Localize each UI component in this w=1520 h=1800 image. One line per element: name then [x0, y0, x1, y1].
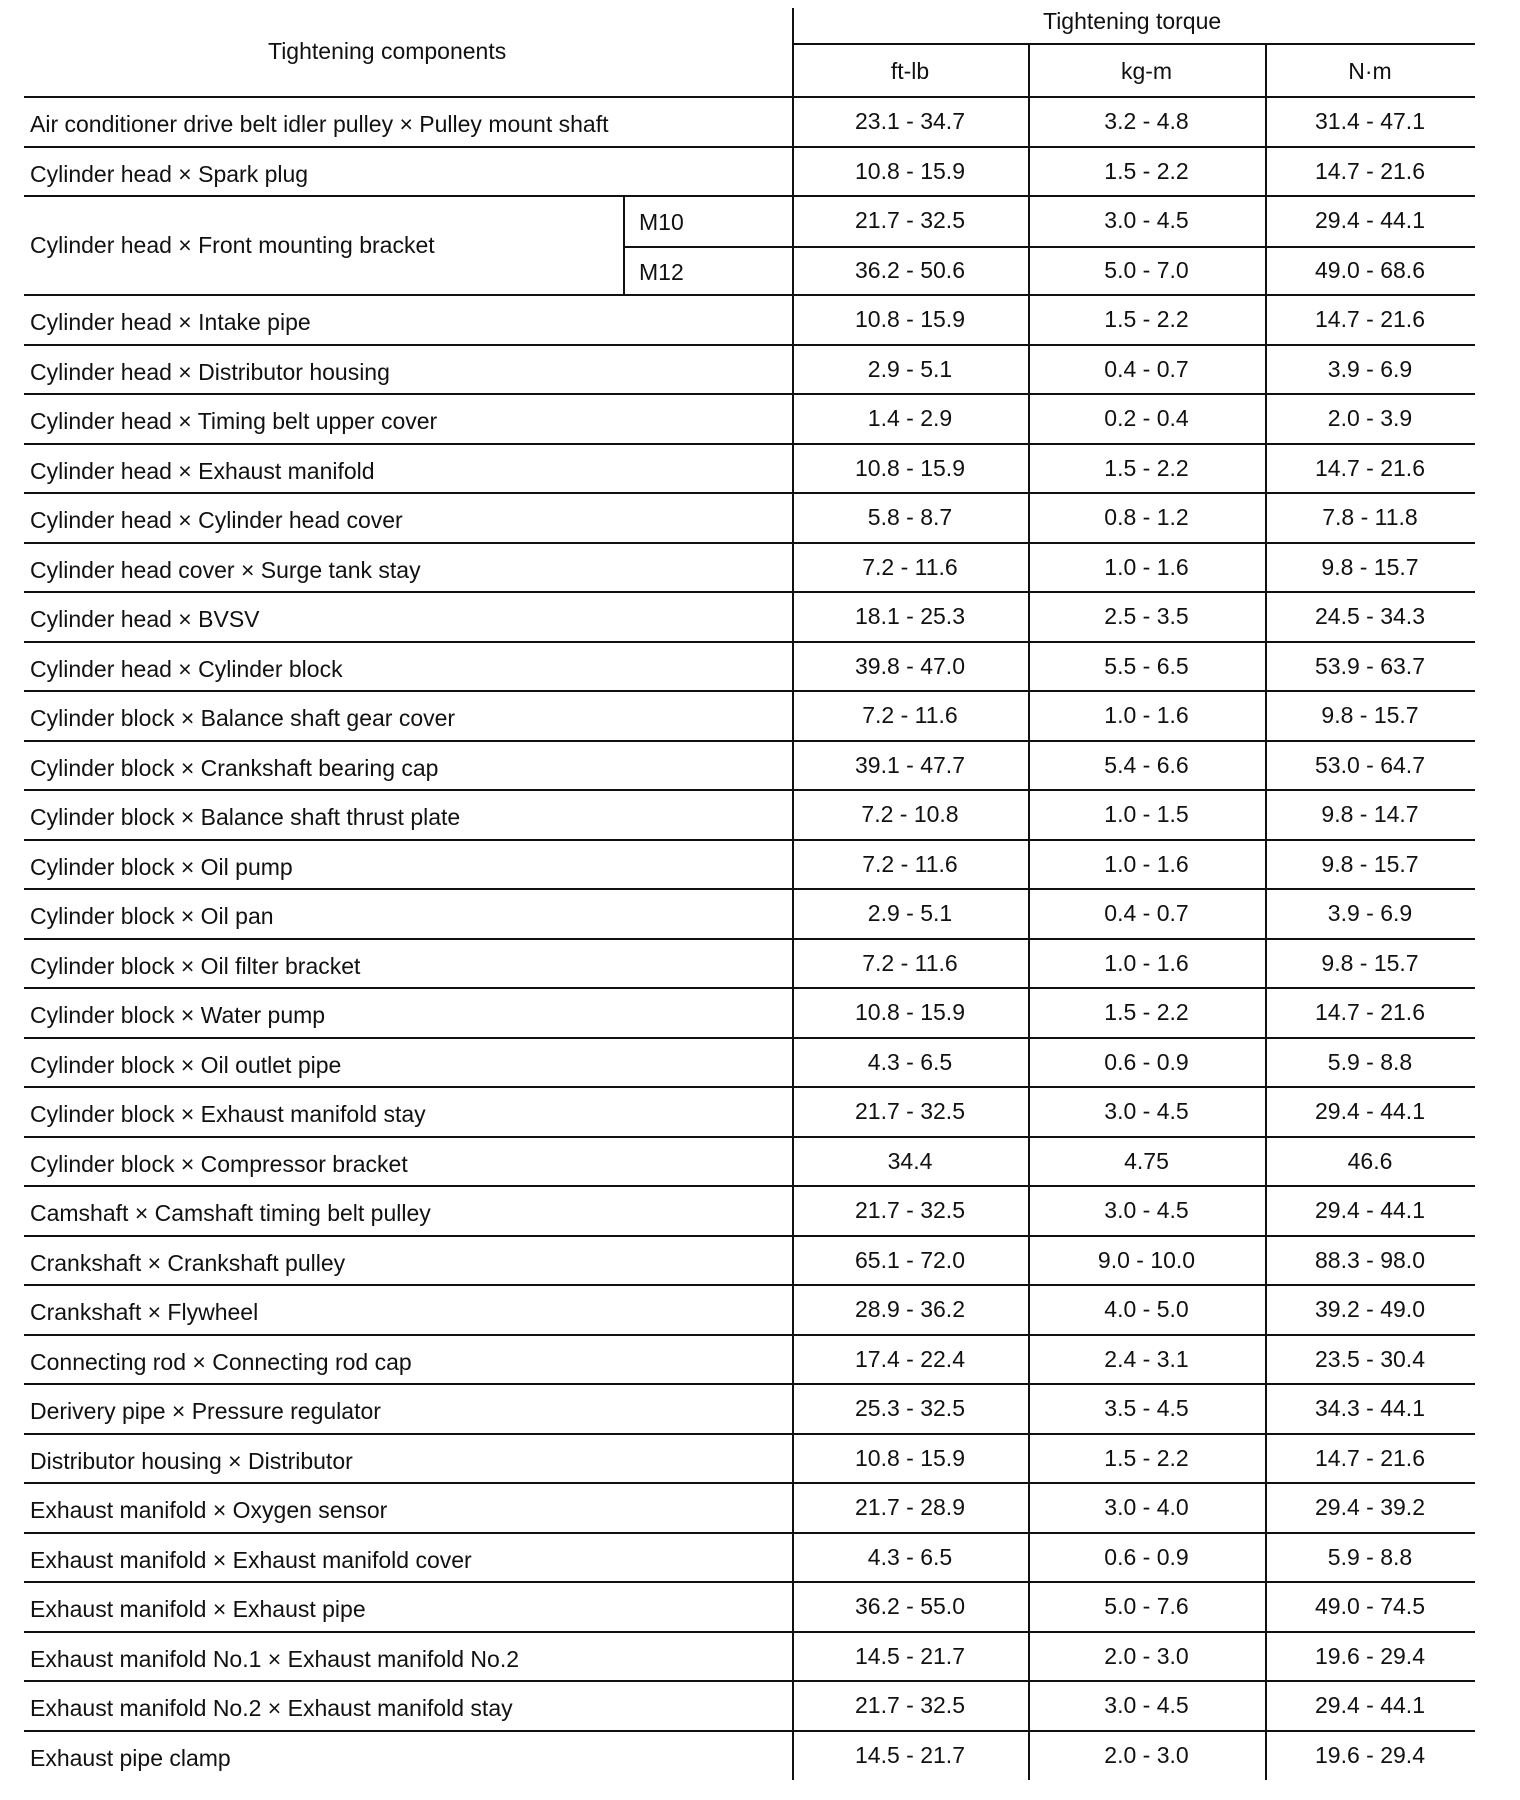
row-rule — [792, 43, 1475, 45]
component-label: Distributor housing × Distributor — [30, 1447, 353, 1474]
column-rule — [792, 642, 794, 692]
column-rule — [792, 97, 794, 147]
column-rule — [792, 1335, 794, 1385]
column-rule — [1265, 691, 1267, 741]
column-rule — [1265, 1285, 1267, 1335]
value-nm: 5.9 - 8.8 — [1327, 1048, 1413, 1075]
component-label: Cylinder block × Oil filter bracket — [30, 952, 361, 979]
column-rule — [1265, 840, 1267, 890]
column-rule — [792, 1236, 794, 1286]
value-nm: 49.0 - 68.6 — [1315, 256, 1425, 283]
row-rule — [24, 1235, 1475, 1237]
column-rule — [1028, 642, 1030, 692]
column-rule — [1265, 889, 1267, 939]
components-header: Tightening components — [268, 38, 507, 64]
value-ftlb: 65.1 - 72.0 — [855, 1246, 965, 1273]
column-rule — [792, 1483, 794, 1533]
component-label: Cylinder block × Oil pump — [30, 853, 293, 880]
value-ftlb: 2.9 - 5.1 — [867, 355, 953, 382]
value-nm: 9.8 - 14.7 — [1321, 801, 1419, 827]
row-rule — [24, 1086, 1475, 1088]
value-kgm: 1.5 - 2.2 — [1104, 306, 1189, 332]
value-ftlb: 4.3 - 6.5 — [867, 1048, 953, 1075]
column-rule — [792, 840, 794, 890]
column-rule — [1028, 1582, 1030, 1632]
column-rule — [1028, 790, 1030, 840]
component-label: Cylinder block × Compressor bracket — [30, 1150, 408, 1177]
value-kgm: 1.5 - 2.2 — [1104, 999, 1189, 1025]
torque-header: Tightening torque — [1043, 8, 1222, 34]
row-rule — [24, 1334, 1475, 1336]
row-rule — [24, 1532, 1475, 1534]
value-ftlb: 21.7 - 28.9 — [855, 1494, 965, 1520]
value-ftlb: 2.9 - 5.1 — [867, 900, 953, 926]
value-nm: 29.4 - 44.1 — [1315, 1197, 1425, 1223]
component-label: Camshaft × Camshaft timing belt pulley — [30, 1200, 431, 1226]
value-kgm: 0.8 - 1.2 — [1104, 504, 1189, 530]
value-nm: 14.7 - 21.6 — [1315, 306, 1425, 332]
column-rule — [1265, 43, 1267, 98]
column-rule — [792, 1681, 794, 1731]
column-rule — [1265, 1681, 1267, 1731]
column-rule — [792, 345, 794, 395]
component-label: Cylinder block × Oil pan — [30, 903, 274, 929]
column-rule — [1265, 939, 1267, 989]
value-kgm: 4.0 - 5.0 — [1104, 1296, 1189, 1322]
row-rule — [24, 146, 1475, 148]
column-rule — [1265, 295, 1267, 345]
value-ftlb: 36.2 - 50.6 — [855, 256, 965, 283]
value-nm: 14.7 - 21.6 — [1315, 157, 1425, 184]
row-rule — [24, 1037, 1475, 1039]
component-label: Cylinder block × Water pump — [30, 1002, 326, 1028]
row-rule — [24, 344, 1475, 346]
component-label: Cylinder head × Cylinder head cover — [30, 507, 403, 533]
value-kgm: 5.0 - 7.6 — [1104, 1593, 1189, 1619]
row-rule — [24, 789, 1475, 791]
value-ftlb: 7.2 - 11.6 — [862, 553, 958, 580]
value-nm: 31.4 - 47.1 — [1315, 108, 1425, 134]
column-rule — [1028, 97, 1030, 147]
column-rule — [1028, 889, 1030, 939]
column-rule — [792, 741, 794, 791]
value-nm: 29.4 - 39.2 — [1315, 1494, 1425, 1520]
column-rule — [1265, 345, 1267, 395]
bolt-size-label: M12 — [639, 258, 684, 285]
value-kgm: 2.4 - 3.1 — [1104, 1345, 1189, 1372]
column-rule — [1028, 196, 1030, 295]
value-kgm: 1.0 - 1.6 — [1104, 702, 1189, 728]
component-label: Cylinder head cover × Surge tank stay — [30, 556, 421, 583]
value-ftlb: 1.4 - 2.9 — [867, 405, 953, 431]
column-rule — [792, 1186, 794, 1236]
value-ftlb: 14.5 - 21.7 — [855, 1642, 965, 1669]
column-rule — [1028, 1632, 1030, 1682]
value-nm: 29.4 - 44.1 — [1315, 207, 1425, 233]
value-ftlb: 10.8 - 15.9 — [855, 306, 965, 332]
column-rule — [1265, 1483, 1267, 1533]
component-label: Cylinder head × BVSV — [30, 606, 260, 632]
row-rule — [24, 542, 1475, 544]
value-nm: 9.8 - 15.7 — [1321, 949, 1419, 976]
component-label: Cylinder block × Exhaust manifold stay — [30, 1101, 426, 1127]
column-rule — [1265, 97, 1267, 147]
column-rule — [1265, 147, 1267, 197]
bolt-size-label: M10 — [639, 209, 684, 235]
component-label: Exhaust manifold No.2 × Exhaust manifold stay — [30, 1695, 513, 1721]
column-rule — [1028, 1335, 1030, 1385]
column-rule — [1265, 1434, 1267, 1484]
component-label: Cylinder head × Timing belt upper cover — [30, 408, 438, 434]
value-kgm: 3.0 - 4.0 — [1104, 1494, 1189, 1520]
value-ftlb: 23.1 - 34.7 — [855, 108, 965, 134]
component-label: Cylinder block × Balance shaft gear cover — [30, 705, 456, 731]
column-rule — [792, 790, 794, 840]
value-kgm: 3.0 - 4.5 — [1104, 1098, 1189, 1124]
column-rule — [792, 1632, 794, 1682]
column-rule — [792, 592, 794, 642]
column-rule — [792, 1087, 794, 1137]
row-rule — [24, 888, 1475, 890]
column-rule — [1265, 1335, 1267, 1385]
column-rule — [1028, 543, 1030, 593]
column-rule — [792, 988, 794, 1038]
value-nm: 29.4 - 44.1 — [1315, 1692, 1425, 1718]
column-rule — [1265, 592, 1267, 642]
component-label: Exhaust manifold No.1 × Exhaust manifold No.2 — [30, 1645, 520, 1672]
column-rule — [1028, 1137, 1030, 1187]
column-rule — [1028, 444, 1030, 494]
column-rule — [792, 1285, 794, 1335]
value-kgm: 1.0 - 1.6 — [1104, 850, 1189, 877]
value-ftlb: 7.2 - 11.6 — [862, 850, 958, 877]
value-ftlb: 39.1 - 47.7 — [855, 751, 965, 778]
column-rule — [1265, 1186, 1267, 1236]
column-rule — [1265, 1384, 1267, 1434]
column-rule — [1028, 1285, 1030, 1335]
column-rule — [792, 295, 794, 345]
row-rule — [24, 938, 1475, 940]
value-nm: 88.3 - 98.0 — [1315, 1246, 1425, 1273]
row-rule — [24, 1433, 1475, 1435]
value-nm: 39.2 - 49.0 — [1315, 1296, 1425, 1322]
value-ftlb: 34.4 — [887, 1147, 933, 1174]
value-nm: 14.7 - 21.6 — [1315, 999, 1425, 1025]
column-rule — [792, 1533, 794, 1583]
row-rule — [24, 740, 1475, 742]
value-ftlb: 21.7 - 32.5 — [855, 1098, 965, 1124]
value-nm: 9.8 - 15.7 — [1321, 850, 1419, 877]
value-ftlb: 14.5 - 21.7 — [855, 1741, 965, 1768]
value-ftlb: 7.2 - 11.6 — [862, 702, 958, 728]
row-rule — [623, 246, 1475, 248]
column-rule — [1028, 592, 1030, 642]
column-rule — [792, 691, 794, 741]
component-label: Exhaust manifold × Exhaust manifold cover — [30, 1546, 472, 1573]
column-rule — [1028, 988, 1030, 1038]
value-nm: 3.9 - 6.9 — [1327, 355, 1413, 382]
row-rule — [24, 987, 1475, 989]
row-rule — [24, 294, 1475, 296]
value-kgm: 1.0 - 1.6 — [1104, 553, 1189, 580]
column-rule — [1265, 1236, 1267, 1286]
column-rule — [1028, 295, 1030, 345]
value-kgm: 3.0 - 4.5 — [1104, 1692, 1189, 1718]
column-rule — [792, 493, 794, 543]
column-rule — [1028, 1236, 1030, 1286]
column-rule — [1028, 1384, 1030, 1434]
value-nm: 9.8 - 15.7 — [1321, 553, 1419, 580]
value-nm: 7.8 - 11.8 — [1322, 504, 1418, 530]
value-nm: 9.8 - 15.7 — [1321, 702, 1419, 728]
component-label: Crankshaft × Flywheel — [30, 1299, 259, 1325]
value-ftlb: 39.8 - 47.0 — [855, 652, 965, 679]
component-label: Cylinder block × Crankshaft bearing cap — [30, 754, 439, 781]
column-rule — [1028, 1087, 1030, 1137]
column-rule — [1265, 394, 1267, 444]
column-rule — [1028, 1434, 1030, 1484]
value-nm: 3.9 - 6.9 — [1327, 900, 1413, 926]
value-nm: 29.4 - 44.1 — [1315, 1098, 1425, 1124]
value-nm: 14.7 - 21.6 — [1315, 1444, 1425, 1471]
value-ftlb: 28.9 - 36.2 — [855, 1296, 965, 1322]
column-rule — [792, 1434, 794, 1484]
column-rule — [1265, 1632, 1267, 1682]
column-rule — [1265, 1038, 1267, 1088]
column-rule — [792, 939, 794, 989]
column-rule — [1028, 939, 1030, 989]
value-nm: 53.0 - 64.7 — [1315, 751, 1425, 778]
component-label: Cylinder head × Distributor housing — [30, 358, 390, 385]
column-rule — [1265, 543, 1267, 593]
value-ftlb: 17.4 - 22.4 — [855, 1345, 965, 1372]
column-rule — [1028, 741, 1030, 791]
row-rule — [24, 1482, 1475, 1484]
value-ftlb: 10.8 - 15.9 — [855, 999, 965, 1025]
value-kgm: 0.6 - 0.9 — [1104, 1048, 1189, 1075]
row-rule — [24, 641, 1475, 643]
column-rule — [792, 543, 794, 593]
value-kgm: 2.0 - 3.0 — [1104, 1642, 1189, 1669]
row-rule — [24, 393, 1475, 395]
column-rule — [1028, 1681, 1030, 1731]
row-rule — [24, 1383, 1475, 1385]
value-kgm: 9.0 - 10.0 — [1097, 1246, 1196, 1273]
row-rule — [24, 96, 1475, 98]
column-rule — [1265, 1731, 1267, 1781]
column-rule — [1265, 988, 1267, 1038]
value-kgm: 1.5 - 2.2 — [1104, 454, 1189, 481]
column-rule — [1265, 741, 1267, 791]
row-rule — [24, 1185, 1475, 1187]
row-rule — [24, 591, 1475, 593]
column-rule — [1265, 493, 1267, 543]
row-rule — [24, 1284, 1475, 1286]
value-nm: 23.5 - 30.4 — [1315, 1345, 1425, 1372]
value-kgm: 4.75 — [1124, 1147, 1169, 1174]
value-kgm: 1.0 - 1.6 — [1104, 949, 1189, 976]
row-rule — [24, 443, 1475, 445]
value-ftlb: 36.2 - 55.0 — [855, 1593, 965, 1619]
value-ftlb: 7.2 - 11.6 — [862, 949, 958, 976]
column-rule — [1265, 642, 1267, 692]
row-rule — [24, 492, 1475, 494]
column-rule — [1028, 345, 1030, 395]
value-kgm: 3.0 - 4.5 — [1104, 207, 1189, 233]
value-nm: 49.0 - 74.5 — [1315, 1593, 1425, 1619]
column-rule — [792, 1731, 794, 1781]
value-ftlb: 10.8 - 15.9 — [855, 157, 965, 184]
component-label: Cylinder head × Exhaust manifold — [30, 457, 375, 484]
value-nm: 19.6 - 29.4 — [1315, 1741, 1425, 1768]
value-nm: 34.3 - 44.1 — [1315, 1395, 1425, 1421]
value-kgm: 0.2 - 0.4 — [1104, 405, 1189, 431]
component-label: Crankshaft × Crankshaft pulley — [30, 1249, 346, 1276]
value-nm: 53.9 - 63.7 — [1315, 652, 1425, 679]
component-label: Cylinder head × Intake pipe — [30, 309, 311, 335]
column-rule — [1028, 394, 1030, 444]
component-label: Cylinder block × Oil outlet pipe — [30, 1051, 342, 1078]
row-rule — [24, 1680, 1475, 1682]
column-rule — [1265, 790, 1267, 840]
component-label: Connecting rod × Connecting rod cap — [30, 1348, 412, 1375]
component-label: Cylinder head × Front mounting bracket — [30, 231, 435, 258]
value-kgm: 0.4 - 0.7 — [1104, 355, 1189, 382]
value-kgm: 5.5 - 6.5 — [1104, 652, 1189, 679]
column-rule — [1028, 1186, 1030, 1236]
component-label: Cylinder head × Cylinder block — [30, 655, 343, 682]
column-rule — [792, 147, 794, 197]
value-nm: 19.6 - 29.4 — [1315, 1642, 1425, 1669]
value-ftlb: 25.3 - 32.5 — [855, 1395, 965, 1421]
unit-header-kgm: kg-m — [1120, 58, 1173, 84]
row-rule — [24, 1136, 1475, 1138]
component-label: Cylinder head × Spark plug — [30, 160, 309, 187]
column-rule — [1265, 196, 1267, 295]
column-rule — [1028, 1038, 1030, 1088]
column-rule — [1028, 691, 1030, 741]
value-kgm: 2.5 - 3.5 — [1104, 603, 1189, 629]
column-rule — [792, 1038, 794, 1088]
column-rule — [1028, 493, 1030, 543]
component-label: Exhaust manifold × Oxygen sensor — [30, 1497, 388, 1523]
column-rule — [1028, 840, 1030, 890]
value-kgm: 5.0 - 7.0 — [1104, 256, 1189, 283]
value-kgm: 0.4 - 0.7 — [1104, 900, 1189, 926]
row-rule — [24, 839, 1475, 841]
value-kgm: 1.0 - 1.5 — [1104, 801, 1189, 827]
value-kgm: 2.0 - 3.0 — [1104, 1741, 1189, 1768]
column-rule — [1265, 1087, 1267, 1137]
column-rule — [1265, 444, 1267, 494]
unit-header-ftlb: ft-lb — [890, 58, 930, 84]
component-label: Exhaust pipe clamp — [30, 1744, 231, 1771]
column-rule — [1265, 1533, 1267, 1583]
value-ftlb: 21.7 - 32.5 — [855, 207, 965, 233]
unit-header-nm: N·m — [1348, 58, 1392, 84]
column-rule — [792, 394, 794, 444]
value-kgm: 3.0 - 4.5 — [1104, 1197, 1189, 1223]
value-ftlb: 18.1 - 25.3 — [855, 603, 965, 629]
column-rule — [1028, 43, 1030, 98]
value-ftlb: 10.8 - 15.9 — [855, 454, 965, 481]
value-ftlb: 5.8 - 8.7 — [867, 504, 953, 530]
column-rule — [1028, 1731, 1030, 1781]
row-rule — [24, 690, 1475, 692]
row-rule — [24, 1581, 1475, 1583]
value-ftlb: 4.3 - 6.5 — [867, 1543, 953, 1570]
column-rule — [792, 1137, 794, 1187]
column-rule — [1265, 1137, 1267, 1187]
column-rule — [792, 1384, 794, 1434]
row-rule — [24, 1631, 1475, 1633]
value-kgm: 0.6 - 0.9 — [1104, 1543, 1189, 1570]
value-ftlb: 21.7 - 32.5 — [855, 1197, 965, 1223]
column-rule — [792, 196, 794, 295]
value-ftlb: 21.7 - 32.5 — [855, 1692, 965, 1718]
column-rule — [1265, 1582, 1267, 1632]
row-rule — [24, 195, 1475, 197]
value-ftlb: 10.8 - 15.9 — [855, 1444, 965, 1471]
component-label: Exhaust manifold × Exhaust pipe — [30, 1596, 366, 1622]
row-rule — [24, 1730, 1475, 1732]
component-label: Derivery pipe × Pressure regulator — [30, 1398, 381, 1424]
value-kgm: 5.4 - 6.6 — [1104, 751, 1189, 778]
value-ftlb: 7.2 - 10.8 — [861, 801, 959, 827]
value-kgm: 3.2 - 4.8 — [1104, 108, 1189, 134]
column-rule — [1028, 1483, 1030, 1533]
value-nm: 24.5 - 34.3 — [1315, 603, 1425, 629]
column-rule — [792, 1582, 794, 1632]
value-kgm: 1.5 - 2.2 — [1104, 157, 1189, 184]
column-rule — [792, 889, 794, 939]
value-kgm: 3.5 - 4.5 — [1104, 1395, 1189, 1421]
value-nm: 5.9 - 8.8 — [1327, 1543, 1413, 1570]
component-label: Cylinder block × Balance shaft thrust plate — [30, 804, 461, 830]
value-kgm: 1.5 - 2.2 — [1104, 1444, 1189, 1471]
value-nm: 14.7 - 21.6 — [1315, 454, 1425, 481]
column-rule — [792, 8, 794, 98]
value-nm: 2.0 - 3.9 — [1327, 405, 1413, 431]
column-rule — [1028, 1533, 1030, 1583]
column-rule — [1028, 147, 1030, 197]
component-label: Air conditioner drive belt idler pulley × Pulley mount shaft — [30, 111, 609, 137]
column-rule — [792, 444, 794, 494]
value-nm: 46.6 — [1347, 1147, 1393, 1174]
